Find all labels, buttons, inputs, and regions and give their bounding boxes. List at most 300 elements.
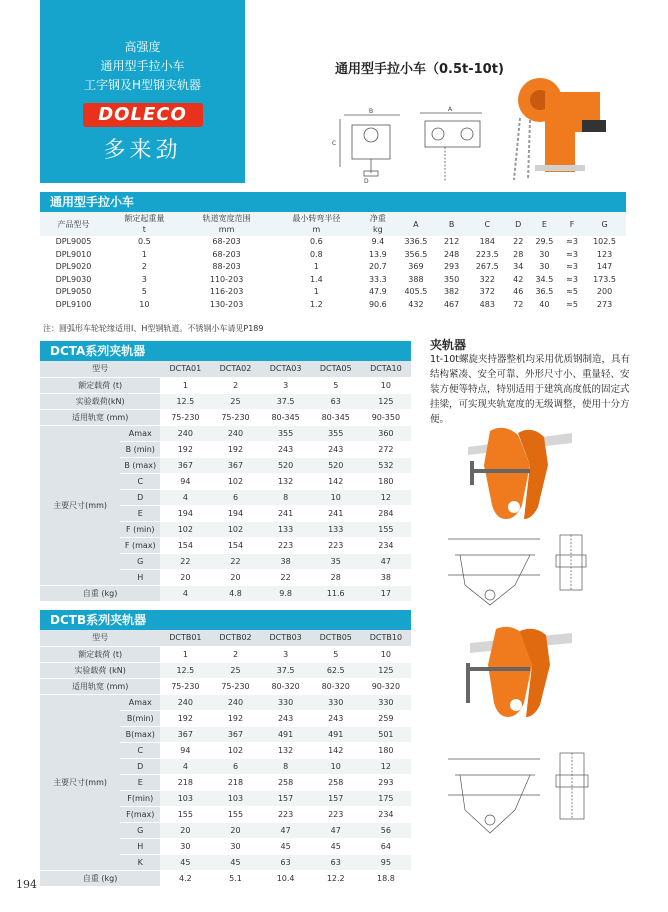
table-cell: DPL9005 [55,237,92,246]
table-cell: 45 [261,838,311,854]
table-cell: 192 [160,441,210,457]
table-cell: ≈3 [566,237,578,246]
table-cell: 142 [311,473,361,489]
table-cell: 272 [361,441,411,457]
trolley-section-title: 通用型手拉小车 [50,195,135,209]
table-cell: 234 [361,806,411,822]
table-cell: 11.6 [311,585,361,601]
table-cell: 194 [160,505,210,521]
dcta-section-title: DCTA系列夹轨器 [50,344,146,358]
row-label: C [120,742,160,758]
table-cell: 22 [210,553,260,569]
table-row [40,646,411,662]
table-cell: 10 [361,646,411,662]
table-cell: 180 [361,473,411,489]
table-cell: 372 [479,287,495,296]
table-cell: 38 [361,569,411,585]
table-cell: 90.6 [368,299,387,309]
table-cell: 90-350 [361,409,411,425]
table-cell: 80-320 [261,678,311,694]
table-cell: 20 [160,822,210,838]
table-row [40,299,626,312]
table-cell: 12.5 [160,662,210,678]
table-cell: 46 [513,287,524,296]
table-cell: 2 [210,646,260,662]
table-cell: 13.9 [368,249,387,259]
dctb-section-bar [40,610,411,630]
table-cell: 367 [210,457,260,473]
table-cell: 223.5 [475,249,499,259]
table-cell: 130-203 [209,299,244,309]
table-cell: 45 [210,854,260,870]
table-cell: 293 [443,262,460,271]
table-cell: 5.1 [210,870,260,886]
table-cell: 9.4 [371,237,385,246]
table-cell: 532 [361,457,411,473]
column-header: DCTB01 [160,630,210,646]
dim-label-b: B [369,108,374,115]
table-cell: 2 [210,377,260,393]
row-label: B (min) [120,441,160,457]
trolley-drawing [330,105,490,185]
table-cell: 103 [210,790,260,806]
column-header: A [395,212,438,236]
table-cell: 154 [160,537,210,553]
table-cell: 293 [361,774,411,790]
table-row [40,425,411,441]
row-label: G [120,553,160,569]
table-cell: 110-203 [209,274,244,284]
table-row [40,286,626,299]
table-cell: 103 [160,790,210,806]
table-cell: 3 [141,274,147,284]
table-cell: 10 [311,758,361,774]
table-cell: 350 [443,274,460,284]
table-cell: 22 [160,553,210,569]
table-cell: 25 [210,393,260,409]
table-cell: 367 [160,457,210,473]
table-cell: 62.5 [311,662,361,678]
table-cell: 355 [311,425,361,441]
table-cell: DPL9030 [55,274,92,284]
table-cell: 234 [361,537,411,553]
table-cell: 10.4 [261,870,311,886]
table-cell: 258 [311,774,361,790]
table-cell: 243 [261,441,311,457]
row-label: B(max) [120,726,160,742]
table-cell: DPL9020 [55,262,92,271]
table-row [40,678,411,694]
table-cell: 68-203 [212,249,241,259]
table-cell: 154 [210,537,260,553]
table-cell: 5 [311,377,361,393]
row-label: F(max) [120,806,160,822]
table-row [40,274,626,287]
table-cell: 10 [139,299,150,309]
table-cell: 56 [361,822,411,838]
table-cell: 38 [261,553,311,569]
table-cell: 218 [210,774,260,790]
table-cell: 47.9 [368,287,387,296]
table-cell: 47 [311,822,361,838]
dctb-drawing [440,745,630,840]
table-header-row [40,361,411,377]
table-cell: 116-203 [209,287,244,296]
table-cell: 12.5 [160,393,210,409]
column-header: D [509,212,528,236]
table-cell: 28 [311,569,361,585]
table-cell: 273 [596,299,613,309]
table-cell: 240 [210,425,260,441]
table-cell: 80-320 [311,678,361,694]
column-header: DCTB10 [361,630,411,646]
table-cell: 240 [160,425,210,441]
column-header: DCTB05 [311,630,361,646]
table-cell: DPL9100 [55,299,92,309]
table-cell: 47 [261,822,311,838]
column-header: 最小转弯半径 m [271,212,361,236]
table-cell: 12.2 [311,870,361,886]
doleco-logo: DOLECO [83,103,203,127]
column-header: 型号 [40,630,160,646]
table-cell: 12 [361,758,411,774]
table-cell: 132 [261,742,311,758]
table-cell: 63 [311,393,361,409]
column-header: B [437,212,466,236]
table-cell: 330 [261,694,311,710]
table-cell: 4 [160,489,210,505]
table-cell: DPL9010 [55,249,92,259]
table-cell: 37.5 [261,393,311,409]
table-cell: 45 [160,854,210,870]
table-cell: 47 [361,553,411,569]
table-cell: ≈3 [566,274,578,284]
column-header: 产品型号 [40,212,107,236]
table-cell: 223 [311,537,361,553]
table-cell: 223 [311,806,361,822]
table-cell: 95 [361,854,411,870]
table-row [40,870,411,886]
table-header-row [40,630,411,646]
table-cell: DPL9050 [55,287,92,296]
table-cell: 147 [596,262,613,271]
row-label: B(min) [120,710,160,726]
column-header: G [583,212,626,236]
table-cell: 0.5 [137,237,151,246]
table-cell: 28 [513,249,524,259]
table-cell: 330 [311,694,361,710]
table-cell: 75-230 [210,678,260,694]
table-cell: 360 [361,425,411,441]
table-cell: 322 [479,274,495,284]
table-cell: 10 [361,377,411,393]
table-cell: 520 [311,457,361,473]
table-cell: 133 [311,521,361,537]
dcta-drawing [440,525,630,610]
table-cell: 8 [261,489,311,505]
table-cell: 75-230 [210,409,260,425]
table-cell: 12 [361,489,411,505]
table-row [40,585,411,601]
table-cell: 8 [261,758,311,774]
table-cell: 37.5 [261,662,311,678]
table-cell: 132 [261,473,311,489]
table-row [40,694,411,710]
table-cell: 3 [261,377,311,393]
product-title: 通用型手拉小车（0.5t-10t) [335,62,504,77]
dcta-clamp-image [460,425,580,525]
table-cell: 72 [513,299,524,309]
table-cell: 501 [361,726,411,742]
table-cell: 284 [361,505,411,521]
table-cell: 22 [261,569,311,585]
table-cell: 34.5 [535,274,554,284]
row-label: H [120,838,160,854]
table-cell: 330 [361,694,411,710]
table-cell: 1 [160,377,210,393]
column-header: DCTA02 [210,361,260,377]
table-cell: 20.7 [368,262,387,271]
table-cell: 42 [513,274,524,284]
row-label: 自重 (kg) [40,870,160,886]
table-cell: 63 [261,854,311,870]
table-cell: 4.8 [210,585,260,601]
table-cell: 223 [261,806,311,822]
dcta-spec-table [40,361,411,602]
row-label: C [120,473,160,489]
table-cell: 1.4 [309,274,323,284]
table-cell: 212 [443,237,460,246]
table-cell: 25 [210,662,260,678]
table-cell: 491 [311,726,361,742]
table-header-row [40,212,626,236]
column-header: DCTB02 [210,630,260,646]
table-cell: 175 [361,790,411,806]
table-row [40,236,626,249]
row-label: E [120,774,160,790]
row-label: 自重 (kg) [40,585,160,601]
column-header: DCTA03 [261,361,311,377]
row-label: Amax [120,425,160,441]
table-cell: 356.5 [404,249,428,259]
table-cell: 3 [261,646,311,662]
table-cell: 405.5 [404,287,428,296]
table-cell: 125 [361,662,411,678]
table-cell: 30 [539,249,550,259]
table-cell: 68-203 [212,237,241,246]
table-cell: 155 [210,806,260,822]
table-cell: 491 [261,726,311,742]
table-cell: 102 [210,742,260,758]
table-cell: 20 [160,569,210,585]
table-cell: 367 [210,726,260,742]
column-header: C [466,212,509,236]
table-cell: 102 [160,521,210,537]
dctb-section-title: DCTB系列夹轨器 [50,613,147,627]
dim-label-c: C [332,140,337,147]
table-cell: 0.6 [309,237,323,246]
table-cell: 369 [408,262,424,271]
table-cell: 9.8 [261,585,311,601]
table-cell: 355 [261,425,311,441]
table-cell: ≈5 [566,287,578,296]
table-cell: 467 [443,299,460,309]
table-cell: 267.5 [475,262,499,271]
table-cell: 192 [210,441,260,457]
column-header: DCTB03 [261,630,311,646]
table-cell: 1 [313,287,319,296]
table-cell: 520 [261,457,311,473]
table-cell: 6 [210,758,260,774]
column-header: E [528,212,561,236]
table-row [40,393,411,409]
table-cell: 90-320 [361,678,411,694]
table-cell: 173.5 [593,274,616,284]
table-cell: 155 [160,806,210,822]
table-cell: 157 [261,790,311,806]
table-cell: 88-203 [212,262,241,271]
table-cell: 240 [160,694,210,710]
table-cell: 94 [160,742,210,758]
row-label: 实验载荷(kN) [40,393,160,409]
table-cell: 63 [311,854,361,870]
table-cell: 180 [361,742,411,758]
table-cell: 259 [361,710,411,726]
table-cell: 1.2 [309,299,323,309]
table-cell: 4.2 [160,870,210,886]
column-header: 型号 [40,361,160,377]
table-cell: 94 [160,473,210,489]
row-label: 实验载荷 (kN) [40,662,160,678]
row-label: 适用轨宽 (mm) [40,678,160,694]
brand-line-3: 工字钢及H型钢夹轨器 [83,78,202,92]
trolley-note: 注：圆弧形车轮轮缘适用I、H型钢轨道。不锈钢小车请见P189 [43,324,264,333]
row-label: 额定载荷 (t) [40,646,160,662]
table-cell: 30 [539,262,550,271]
column-header: DCTA05 [311,361,361,377]
table-cell: 102 [210,521,260,537]
table-cell: 240 [210,694,260,710]
brand-box [40,0,245,183]
brand-line-1: 高强度 [124,40,161,54]
table-cell: 75-230 [160,409,210,425]
row-label: 额定载荷 (t) [40,377,160,393]
table-cell: 20 [210,569,260,585]
table-cell: 218 [160,774,210,790]
table-cell: 35 [311,553,361,569]
table-cell: 30 [210,838,260,854]
table-cell: 194 [210,505,260,521]
row-label: B (max) [120,457,160,473]
table-cell: 10 [311,489,361,505]
row-group-label: 主要尺寸(mm) [40,425,120,585]
dcta-section-bar [40,341,411,361]
table-cell: 248 [443,249,460,259]
row-label: Amax [120,694,160,710]
table-cell: 1 [313,262,319,271]
column-header: 额定起重量 t [107,212,182,236]
table-cell: 241 [311,505,361,521]
row-label: D [120,758,160,774]
table-cell: 6 [210,489,260,505]
table-cell: 133 [261,521,311,537]
table-cell: ≈3 [566,262,578,271]
table-cell: ≈5 [566,299,578,309]
table-cell: 4 [160,585,210,601]
table-cell: 80-345 [311,409,361,425]
table-cell: 157 [311,790,361,806]
table-cell: 1 [160,646,210,662]
table-row [40,409,411,425]
table-cell: 125 [361,393,411,409]
dim-label-a: A [448,106,453,113]
table-cell: 243 [261,710,311,726]
table-row [40,261,626,274]
table-cell: 5 [311,646,361,662]
table-cell: 34 [513,262,524,271]
table-cell: 33.3 [368,274,387,284]
table-cell: 102 [210,473,260,489]
table-cell: 17 [361,585,411,601]
table-row [40,662,411,678]
row-label: F (max) [120,537,160,553]
table-cell: 64 [361,838,411,854]
trolley-section-bar [40,192,626,212]
table-cell: 336.5 [404,237,428,246]
column-header: DCTA10 [361,361,411,377]
dctb-clamp-image [460,625,580,725]
table-cell: 142 [311,742,361,758]
table-cell: 29.5 [535,237,554,246]
table-row [40,249,626,262]
table-cell: 155 [361,521,411,537]
table-cell: 18.8 [361,870,411,886]
table-cell: 80-345 [261,409,311,425]
column-header: DCTA01 [160,361,210,377]
trolley-product-image [500,70,620,190]
table-cell: 40 [539,299,550,309]
table-cell: 258 [261,774,311,790]
table-cell: 30 [160,838,210,854]
brand-line-2: 通用型手拉小车 [100,59,185,73]
table-cell: 184 [479,237,495,246]
table-cell: 22 [513,237,524,246]
table-cell: 75-230 [160,678,210,694]
row-label: K [120,854,160,870]
row-label: E [120,505,160,521]
table-cell: 20 [210,822,260,838]
row-group-label: 主要尺寸(mm) [40,694,120,870]
page-number: 194 [16,878,37,891]
table-cell: 1 [141,249,147,259]
table-cell: 0.8 [309,249,323,259]
table-cell: 432 [408,299,424,309]
table-row [40,377,411,393]
table-cell: 2 [141,262,147,271]
row-label: 适用轨宽 (mm) [40,409,160,425]
clamp-description: 1t-10t螺旋夹持器整机均采用优质钢制造，具有结构紧凑、安全可靠、外形尺寸小、重量轻、安装方便等特点，特别适用于建筑高度低的固定式挂梁，可实现夹轨宽度的无级调整，使用十分方便。 [430,354,631,425]
dctb-spec-table [40,630,411,887]
table-cell: 243 [311,441,361,457]
row-label: F (min) [120,521,160,537]
row-label: G [120,822,160,838]
column-header: 轨道宽度范围 mm [182,212,272,236]
table-cell: 243 [311,710,361,726]
table-cell: 123 [596,249,613,259]
table-cell: 45 [311,838,361,854]
row-label: F(min) [120,790,160,806]
table-cell: 4 [160,758,210,774]
